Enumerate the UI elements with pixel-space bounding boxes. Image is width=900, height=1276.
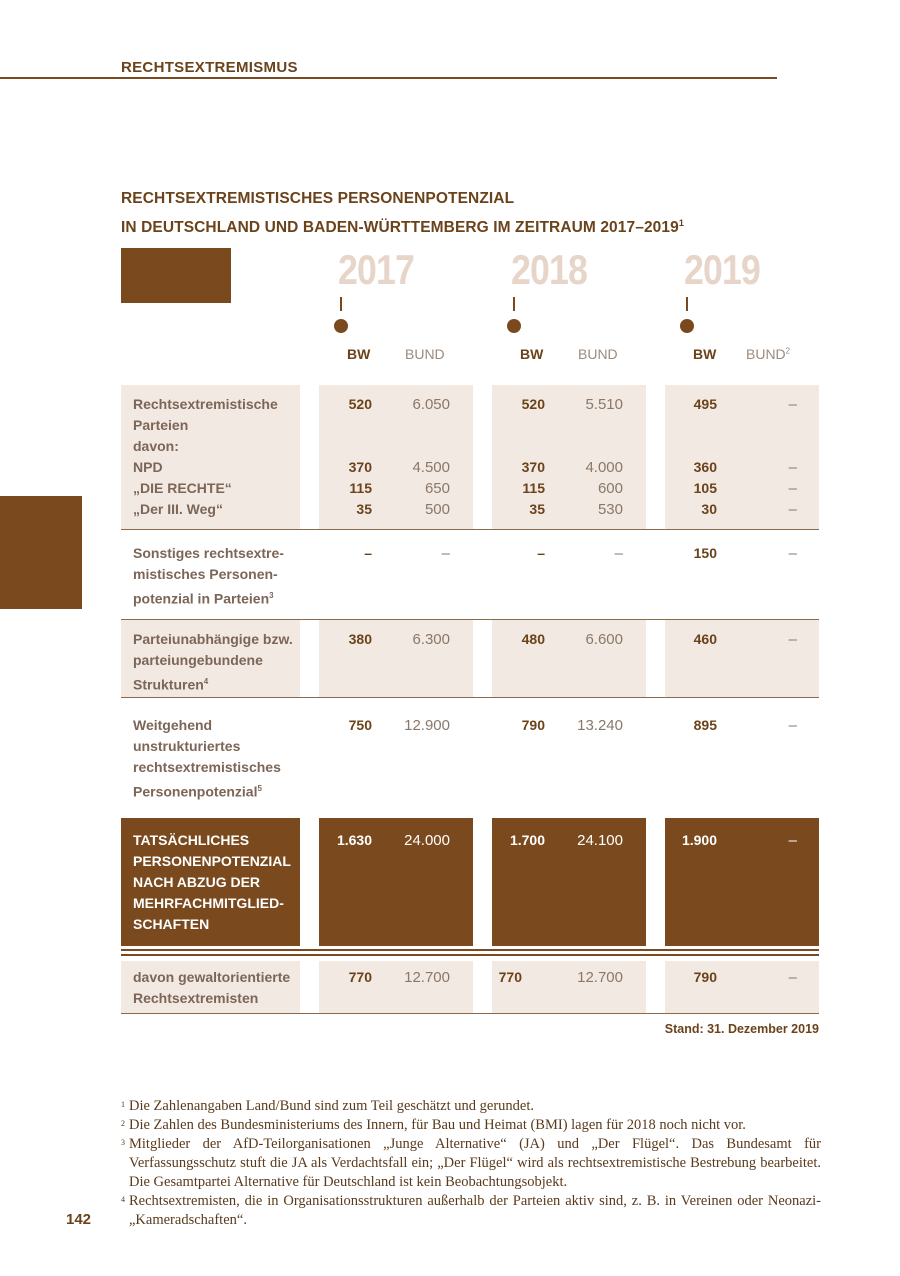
title-footnote-marker: 1 bbox=[678, 218, 684, 228]
table-title-line-2: IN DEUTSCHLAND UND BADEN-WÜRTTEMBERG IM ZEITRAUM 2017–2019$^1$ bbox=[121, 218, 684, 237]
cell-bund2019-tatsaechlich: – bbox=[788, 832, 797, 849]
cell-bw2019-parteien: 495 360 105 30 bbox=[693, 396, 717, 517]
rule-after-parteien bbox=[121, 529, 819, 530]
cell-bw2018-parteiunabhaengig: 480 bbox=[521, 631, 545, 647]
double-rule-bottom bbox=[121, 954, 819, 956]
cell-bw2018-unstrukturiert: 790 bbox=[521, 717, 545, 733]
cell-bw2018-tatsaechlich: 1.700 bbox=[509, 832, 545, 848]
cell-bund2019-parteien: – – – – bbox=[788, 396, 797, 518]
cell-bw2018-parteien: 520 370 115 35 bbox=[521, 396, 545, 517]
cell-bund2019-gewalt: – bbox=[788, 969, 797, 986]
side-tab-marker bbox=[0, 496, 82, 609]
cell-bund2018-tatsaechlich: 24.100 bbox=[577, 832, 623, 849]
parteiunabhaengig-footnote-marker: 4 bbox=[203, 677, 209, 686]
row-label-sonstiges: Sonstiges rechtsextre- mistisches Personen- potenzial in Parteien$^3$ bbox=[133, 545, 284, 607]
header-rule bbox=[0, 77, 777, 79]
footnote-2-marker: 2 bbox=[121, 1119, 125, 1128]
cell-bund2018-parteiunabhaengig: 6.600 bbox=[585, 631, 623, 648]
section-title: RECHTSEXTREMISMUS bbox=[121, 59, 298, 76]
year-2017-tick bbox=[340, 297, 342, 311]
cell-bw2018-sonstiges: – bbox=[537, 545, 545, 561]
year-2019: 2019 bbox=[684, 246, 761, 293]
rule-after-gewalt bbox=[121, 1013, 819, 1014]
cell-bund2017-gewalt: 12.700 bbox=[404, 969, 450, 986]
cell-bw2017-gewalt: 770 bbox=[348, 969, 372, 985]
year-2018-dot bbox=[507, 319, 521, 333]
table-title-line-1: RECHTSEXTREMISTISCHES PERSONENPOTENZIAL bbox=[121, 190, 515, 207]
cell-bund2019-parteiunabhaengig: – bbox=[788, 631, 797, 648]
colhead-bw-2018: BW bbox=[520, 346, 544, 362]
footnote-4: 4 Rechtsextremisten, die in Organisationsstrukturen außerhalb der Parteien aktiv sind, z. B. in Vereinen oder Neonazi-„Kameradschaften“. bbox=[121, 1192, 821, 1230]
cell-bund2018-parteien: 5.510 4.000 600 530 bbox=[585, 396, 623, 518]
footnote-3-marker: 3 bbox=[121, 1138, 125, 1147]
cell-bund2017-unstrukturiert: 12.900 bbox=[404, 717, 450, 734]
cell-bund2017-tatsaechlich: 24.000 bbox=[404, 832, 450, 849]
row-label-gewalt: davon gewaltorientierte Rechtsextremisten bbox=[133, 969, 291, 1006]
legend-box bbox=[121, 248, 231, 303]
colhead-bund-2019: BUND$^2$ bbox=[746, 346, 791, 362]
stand-date: Stand: 31. Dezember 2019 bbox=[664, 1022, 819, 1036]
year-2017: 2017 bbox=[338, 246, 415, 293]
footnote-1-marker: 1 bbox=[121, 1100, 125, 1109]
cell-bund2019-sonstiges: – bbox=[788, 545, 797, 562]
cell-bund2019-unstrukturiert: – bbox=[788, 717, 797, 734]
footnote-1: 1 Die Zahlenangaben Land/Bund sind zum Teil geschätzt und gerundet. bbox=[121, 1097, 821, 1116]
year-2018: 2018 bbox=[511, 246, 588, 293]
row-label-parteiunabhaengig: Parteiunabhängige bzw. parteiungebundene Strukturen$^4$ bbox=[133, 631, 293, 693]
cell-bw2017-sonstiges: – bbox=[364, 545, 372, 561]
sonstiges-footnote-marker: 3 bbox=[269, 591, 274, 600]
cell-bw2019-gewalt: 790 bbox=[693, 969, 717, 985]
page-number: 142 bbox=[66, 1211, 92, 1228]
cell-bund2017-parteien: 6.050 4.500 650 500 bbox=[412, 396, 450, 518]
row-label-parteien: Rechtsextremistische Parteien davon: NPD „DIE RECHTE“ „Der III. Weg“ bbox=[133, 396, 278, 517]
colhead-bw-2019: BW bbox=[693, 346, 717, 362]
cell-bw2019-unstrukturiert: 895 bbox=[693, 717, 717, 733]
rule-after-parteiunabhaengig bbox=[121, 697, 819, 698]
year-2017-dot bbox=[334, 319, 348, 333]
footnotes bbox=[121, 1097, 821, 1230]
cell-bw2017-parteiunabhaengig: 380 bbox=[348, 631, 372, 647]
cell-bw2017-tatsaechlich: 1.630 bbox=[336, 832, 372, 848]
cell-bw2017-unstrukturiert: 750 bbox=[348, 717, 372, 733]
colhead-bund-2017: BUND bbox=[405, 346, 445, 362]
cell-bund2017-parteiunabhaengig: 6.300 bbox=[412, 631, 450, 648]
colhead-bw-2017: BW bbox=[347, 346, 371, 362]
cell-bw2017-parteien: 520 370 115 35 bbox=[348, 396, 372, 517]
cell-bund2018-sonstiges: – bbox=[614, 545, 623, 562]
cell-bw2019-parteiunabhaengig: 460 bbox=[693, 631, 717, 647]
cell-bund2018-gewalt: 12.700 bbox=[577, 969, 623, 986]
cell-bund2017-sonstiges: – bbox=[441, 545, 450, 562]
year-2018-tick bbox=[513, 297, 515, 311]
row-label-tatsaechlich: TATSÄCHLICHES PERSONENPOTENZIAL NACH ABZUG DER MEHRFACHMITGLIED- SCHAFTEN bbox=[133, 832, 291, 932]
year-2019-dot bbox=[680, 319, 694, 333]
footnote-4-marker: 4 bbox=[121, 1195, 125, 1204]
cell-bw2018-gewalt: 770 bbox=[498, 969, 522, 985]
unstrukturiert-footnote-marker: 5 bbox=[257, 784, 262, 793]
footnote-3: 3 Mitglieder der AfD-Teilorganisationen „Junge Alternative“ (JA) und „Der Flügel“. Das Bundesamt für Verfassungsschutz stuft die JA als Verdachtsfall ein; „Der Flügel“ wird als rechtsextremistische Bestrebung bearbeitet. Die Gesamtpartei Alternative für Deutschland ist kein Beobachtungsobjekt. bbox=[121, 1135, 821, 1192]
row-label-unstrukturiert: Weitgehend unstrukturiertes rechtsextremistisches Personenpotenzial$^5$ bbox=[133, 717, 281, 800]
cell-bw2019-sonstiges: 150 bbox=[693, 545, 717, 561]
bund-2019-footnote-marker: 2 bbox=[785, 346, 791, 356]
year-2019-tick bbox=[686, 297, 688, 311]
cell-bund2018-unstrukturiert: 13.240 bbox=[577, 717, 623, 734]
colhead-bund-2018: BUND bbox=[578, 346, 618, 362]
double-rule-top bbox=[121, 949, 819, 951]
cell-bw2019-tatsaechlich: 1.900 bbox=[681, 832, 717, 848]
footnote-2: 2 Die Zahlen des Bundesministeriums des Innern, für Bau und Heimat (BMI) lagen für 2018 noch nicht vor. bbox=[121, 1116, 821, 1135]
